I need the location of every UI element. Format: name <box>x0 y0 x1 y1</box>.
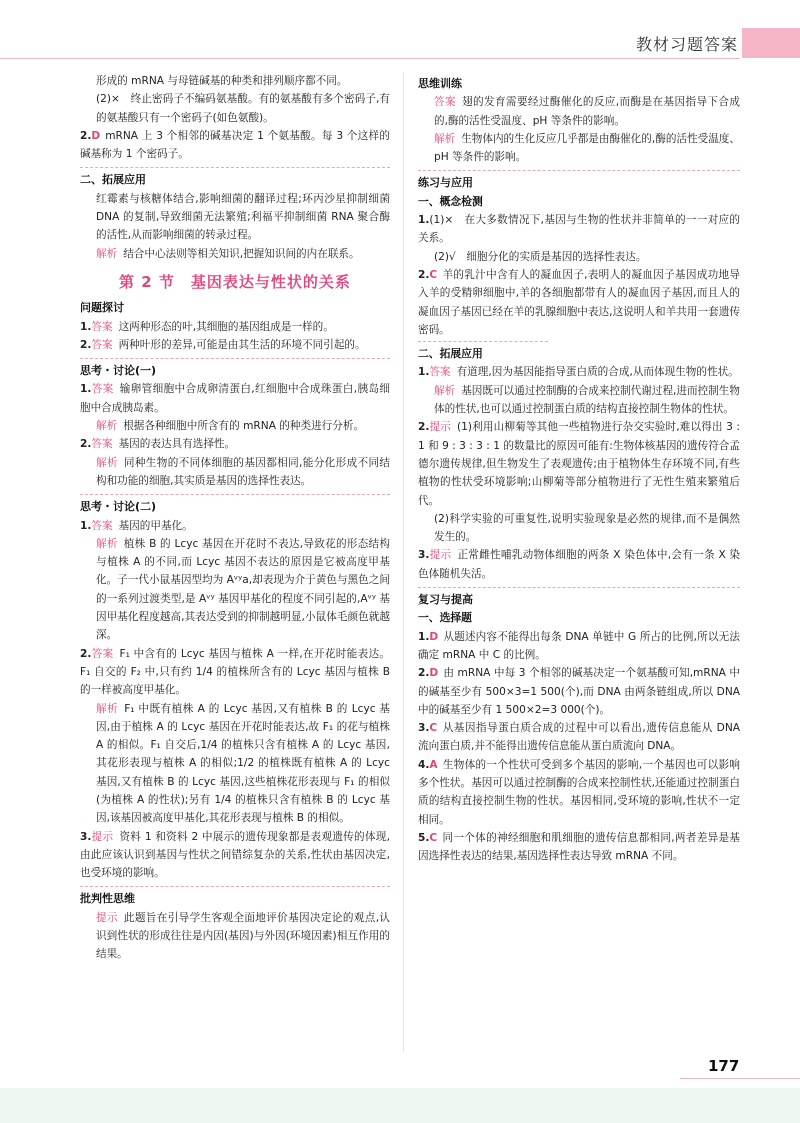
option-letter: C <box>429 722 438 735</box>
review-item-1 <box>418 628 740 665</box>
hint-tag: 提示 <box>91 830 114 843</box>
explanation-tag: 解析 <box>96 420 118 433</box>
item-number: 1. <box>418 214 430 227</box>
explanation-tag: 解析 <box>96 456 118 469</box>
answer-text: 基因的甲基化。 <box>118 519 193 532</box>
answer-text: 有道理,因为基因能指导蛋白质的合成,从而体现生物的性状。 <box>456 366 739 379</box>
thinking-heading: 思维训练 <box>418 77 462 90</box>
review-item-3 <box>418 719 740 756</box>
answer-tag: 答案 <box>91 320 113 333</box>
hint-tag: 提示 <box>429 421 452 434</box>
answer-tag: 答案 <box>91 519 113 532</box>
option-letter: D <box>429 630 439 643</box>
left-column <box>80 72 390 964</box>
expand-explanation <box>80 245 390 263</box>
explanation-tag: 解析 <box>434 132 456 145</box>
answer-tag: 答案 <box>91 338 113 351</box>
hint-text: 此题旨在引导学生客观全面地评价基因决定论的观点,认识到性状的形成往往是内因(基因)与外因(环境因素)相互作用的结果。 <box>96 911 391 961</box>
intro-line: 形成的 mRNA 与母链碱基的种类和排列顺序都不同。 <box>96 75 348 87</box>
review-item-2 <box>418 664 740 719</box>
answer-text: 从基因指导蛋白质合成的过程中可以看出,遗传信息能从 DNA 流向蛋白质,并不能得出遗传信息能从蛋白质流向 DNA。 <box>418 722 740 753</box>
option-letter: A <box>429 758 438 771</box>
review-heading: 复习与提高 <box>418 593 473 607</box>
header-title: 教材习题答案 <box>635 35 738 54</box>
explanation-text: F₁ 中既有植株 A 的 Lcyc 基因,又有植株 B 的 Lcyc 基因,由于植株 A 的 Lcyc 基因在开花时能表达,故 F₁ 的花与植株 A 的相似。F₁ 自交后,1/4 的植株只含有植株 A 的 Lcyc 基因,其花形表现与植株 A 的相似;1/2 的植株既有植株 A 的 Lcyc 基因,又有植株 B 的 Lcyc 基因,这些植株花形表现与 F₁ 的相似(为植株 A 的性状);另有 1/4 的植株只含有植株 B 的 Lcyc 基因,该基因被高度甲基化,其花形表现与植株 B 的相似。 <box>96 702 391 825</box>
expand-item-3 <box>418 546 740 583</box>
item-number: 1. <box>80 320 92 333</box>
section-title: 第 2 节 基因表达与性状的关系 <box>119 272 351 291</box>
answer-text: 这两种形态的叶,其细胞的基因组成是一样的。 <box>118 320 334 333</box>
explanation-text: 生物体内的生化反应几乎都是由酶催化的,酶的活性受温度、pH 等条件的影响。 <box>434 132 740 164</box>
item-number: 1. <box>418 366 430 379</box>
concept-item-1a <box>418 211 740 248</box>
think1-item-1 <box>80 380 390 417</box>
page-number: 177 <box>708 1057 740 1075</box>
answer-tag: 答案 <box>429 366 451 379</box>
item-number: 3. <box>80 830 92 843</box>
dashed-rule <box>80 886 390 887</box>
item-number: 1. <box>418 630 430 643</box>
item-number: 2. <box>80 647 92 660</box>
intro-item-2: (2)× 终止密码子不编码氨基酸。有的氨基酸有多个密码子,有的氨基酸只有一个密码子(如色氨酸)。 <box>96 93 390 124</box>
dashed-rule <box>80 494 390 495</box>
hint-text: (1)利用山柳菊等其他一些植物进行杂交实验时,难以得出 3 : 1 和 9 : 3 : 3 : 1 的数量比的原因可能有:生物体核基因的遗传符合孟德尔遗传规律,但生物发生了表观遗传;由于植物体生存环境不同,有些植物的性状受环境影响;山柳菊等部分植物进行了无性生殖来繁殖后代。 <box>418 421 740 507</box>
think2-item-2 <box>80 645 390 700</box>
footer-rule <box>680 1078 800 1079</box>
answer-text: 输卵管细胞中合成卵清蛋白,红细胞中合成珠蛋白,胰岛细胞中合成胰岛素。 <box>80 383 391 414</box>
answer-text: 由 mRNA 中每 3 个相邻的碱基决定一个氨基酸可知,mRNA 中的碱基至少有 500×3=1 500(个),而 DNA 由两条链组成,所以 DNA 中的碱基至少有 1 500×2=3 000(个)。 <box>418 667 740 716</box>
explanation-text: 结合中心法则等相关知识,把握知识间的内在联系。 <box>123 247 360 260</box>
explanation-tag: 解析 <box>434 384 456 397</box>
think1-heading: 思考・讨论(一) <box>80 364 157 378</box>
answer-tag: 答案 <box>91 647 114 660</box>
expand-heading: 二、拓展应用 <box>418 347 483 361</box>
expand-item-2-part2: (2)科学实验的可重复性,说明实验现象是必然的规律,而不是偶然发生的。 <box>434 512 740 544</box>
item-number: 1. <box>80 519 92 532</box>
problem-item-1 <box>80 318 390 336</box>
critical-heading: 批判性思维 <box>80 892 135 906</box>
explanation-text: 植株 B 的 Lcyc 基因在开花时不表达,导致花的形态结构与植株 A 的不同,而 Lcyc 基因不表达的原因是它被高度甲基化。子一代小鼠基因型均为 Aᵛʸa,却表现为介于黄色与黑色之间的一系列过渡类型,是 Aᵛʸ 基因甲基化的程度不同引起的,Aᵛʸ 基因甲基化程度越高,其表达受到的抑制越明显,小鼠体毛颜色就越深。 <box>96 537 390 642</box>
practice-heading: 练习与应用 <box>418 176 473 190</box>
header-color-tab <box>742 28 800 58</box>
dashed-rule <box>418 170 740 171</box>
answer-text: mRNA 上 3 个相邻的碱基决定 1 个氨基酸。每 3 个这样的碱基称为 1 个密码子。 <box>80 129 390 161</box>
think1-item-1-explanation <box>80 417 390 435</box>
problem-item-2 <box>80 336 390 354</box>
concept-heading: 一、概念检测 <box>418 194 483 208</box>
hint-text: 正常雌性哺乳动物体细胞的两条 X 染色体中,会有一条 X 染色体随机失活。 <box>418 549 740 580</box>
item-number: 3. <box>418 722 430 735</box>
concept-item-2 <box>418 266 740 339</box>
item-number: 2. <box>80 129 92 142</box>
problem-heading: 问题探讨 <box>80 301 124 315</box>
answer-text: F₁ 中含有的 Lcyc 基因与植株 A 一样,在开花时能表达。F₁ 自交的 F₂ 中,只有约 1/4 的植株所含有的 Lcyc 基因与植株 B 的一样被高度甲基化。 <box>80 647 390 697</box>
column-divider <box>403 72 404 1052</box>
bottom-band <box>0 1088 800 1123</box>
option-letter: C <box>429 831 438 844</box>
expand-item-2 <box>418 418 740 509</box>
hint-text: 资料 1 和资料 2 中展示的遗传现象都是表观遗传的体现,由此应该认识到基因与性状之间错综复杂的关系,性状由基因决定,也受环境的影响。 <box>80 830 391 880</box>
item-number: 2. <box>418 667 430 680</box>
explanation-tag: 解析 <box>96 537 118 550</box>
answer-text: 羊的乳汁中含有人的凝血因子,表明人的凝血因子基因成功地导入羊的受精卵细胞中,羊的各细胞都带有人的凝血因子基因,而且人的凝血因子基因已经在羊的乳腺细胞中表达,这说明人和羊共用一套遗传密码。 <box>418 268 740 336</box>
think1-item-2 <box>80 435 390 453</box>
explanation-text: 同种生物的不同体细胞的基因都相同,能分化形成不同结构和功能的细胞,其实质是基因的选择性表达。 <box>96 456 391 487</box>
think1-item-2-explanation <box>80 454 390 491</box>
think2-heading: 思考・讨论(二) <box>80 500 157 514</box>
explanation-tag: 解析 <box>96 702 119 715</box>
expand-item-1-explanation <box>418 382 740 419</box>
answer-text: 翅的发育需要经过酶催化的反应,而酶是在基因指导下合成的,酶的活性受温度、pH 等条件的影响。 <box>434 96 741 127</box>
option-letter: D <box>429 667 439 680</box>
think2-item-1-explanation <box>80 535 390 645</box>
expand-answer: 红霉素与核糖体结合,影响细菌的翻译过程;环丙沙星抑制细菌 DNA 的复制,导致细菌无法繁殖;利福平抑制细菌 RNA 聚合酶的活性,从而影响细菌的转录过程。 <box>96 192 390 242</box>
item-number: 2. <box>80 338 92 351</box>
option-letter: C <box>429 268 438 281</box>
think2-item-3 <box>80 828 390 883</box>
item-number: 4. <box>418 758 430 771</box>
explanation-text: 根据各种细胞中所含有的 mRNA 的种类进行分析。 <box>123 420 365 433</box>
answer-text: 基因的表达具有选择性。 <box>118 438 236 451</box>
answer-tag: 答案 <box>434 96 456 109</box>
item-number: 2. <box>418 421 430 434</box>
item-number: 1. <box>80 383 92 396</box>
header-rule <box>0 58 740 59</box>
review-item-4 <box>418 756 740 829</box>
hint-tag: 提示 <box>429 549 452 562</box>
answer-text: (1)× 在大多数情况下,基因与生物的性状并非简单的一一对应的关系。 <box>418 214 740 245</box>
item-number: 5. <box>418 831 430 844</box>
answer-text: 同一个体的神经细胞和肌细胞的遗传信息都相同,两者差异是基因选择性表达的结果,基因选择性表达导致 mRNA 不同。 <box>418 831 740 863</box>
choice-heading: 一、选择题 <box>418 611 472 625</box>
review-item-5 <box>418 829 740 866</box>
thinking-explanation <box>418 130 740 167</box>
answer-text: 从题述内容不能得出每条 DNA 单链中 G 所占的比例,所以无法确定 mRNA 中 C 的比例。 <box>418 630 740 661</box>
think2-item-1 <box>80 517 390 535</box>
hint-tag: 提示 <box>96 911 118 924</box>
answer-text: 生物体的一个性状可受到多个基因的影响,一个基因也可以影响多个性状。基因可以通过控制酶的合成来控制性状,还能通过控制蛋白质的结构直接控制生物的性状。基因相同,受环境的影响,性状不一定相同。 <box>418 758 740 826</box>
think2-item-2-explanation <box>80 700 390 828</box>
dashed-rule <box>80 167 390 168</box>
expand-item-1 <box>418 363 740 381</box>
dashed-rule <box>80 358 390 359</box>
dashed-rule <box>418 587 740 588</box>
option-letter: D <box>91 129 101 142</box>
answer-text: 两种叶形的差异,可能是由其生活的环境不同引起的。 <box>118 338 366 351</box>
answer-tag: 答案 <box>91 438 113 451</box>
item-number: 2. <box>80 438 92 451</box>
item-number: 3. <box>418 549 430 562</box>
concept-item-1b: (2)√ 细胞分化的实质是基因的选择性表达。 <box>434 250 647 263</box>
thinking-answer <box>418 93 740 130</box>
answer-item-2 <box>80 127 390 164</box>
explanation-tag: 解析 <box>96 247 118 260</box>
answer-tag: 答案 <box>91 383 114 396</box>
critical-hint <box>80 909 390 964</box>
item-number: 2. <box>418 268 430 281</box>
right-column <box>418 72 740 865</box>
dashed-rule <box>418 341 548 342</box>
expand-heading: 二、拓展应用 <box>80 173 146 187</box>
explanation-text: 基因既可以通过控制酶的合成来控制代谢过程,进而控制生物体的性状,也可以通过控制蛋白质的结构直接控制生物体的性状。 <box>434 384 740 416</box>
